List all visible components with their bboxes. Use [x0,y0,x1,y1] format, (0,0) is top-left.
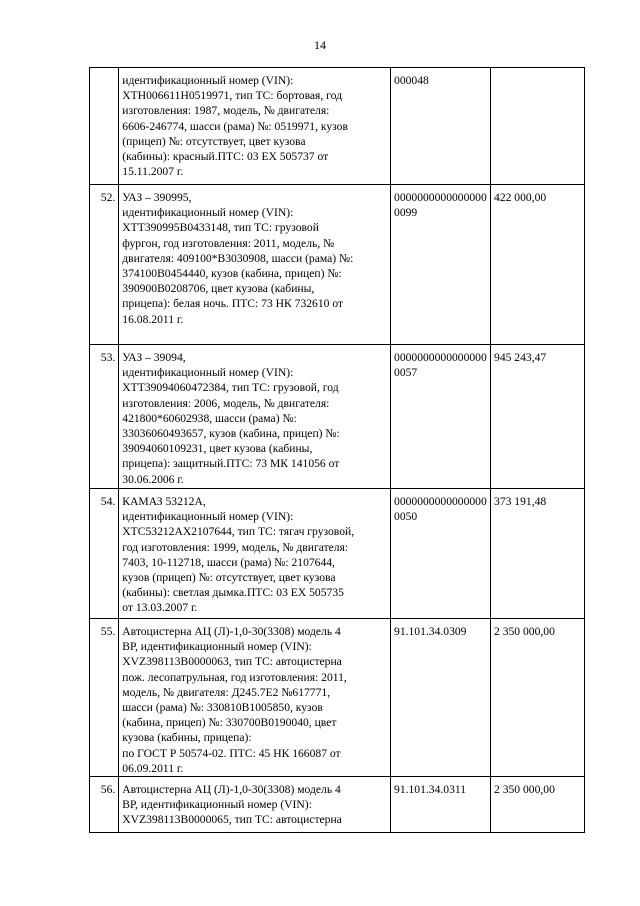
description-line: КАМАЗ 53212А, [122,495,206,508]
price-value: 945 243,47 [491,345,585,489]
table-row [90,68,585,185]
price-value: 2 350 000,00 [491,777,585,833]
table-row [90,489,585,619]
table-row [90,345,585,489]
row-number: 52. [90,185,119,345]
description-line: пож. лесопатрульная, год изготовления: 2011, [122,670,347,684]
description-line: (прицеп) №: отсутствует, цвет кузова [122,134,306,148]
inventory-code: 91.101.34.0309 [391,619,491,777]
description-line: 6606-246774, шасси (рама) №: 0519971, кузов [122,119,348,133]
description-line: двигателя: 409100*В3030908, шасси (рама) №: [122,251,354,265]
description-line: XTT390995B0433148, тип ТС: грузовой [122,221,319,235]
description-line: 33036060493657, кузов (кабина, прицеп) №: [122,427,340,441]
description-line: 16.08.2011 г. [122,312,184,326]
description-line: 30.06.2006 г. [122,472,184,486]
description-line: 374100B0454440, кузов (кабина, прицеп) №: [122,267,342,281]
price-value: 373 191,48 [491,489,585,619]
description-line: Автоцистерна АЦ (Л)-1,0-30(3308) модель 4 [122,783,341,797]
description-line: от 13.03.2007 г. [122,601,198,615]
table-row [90,777,585,833]
description-line: XVZ398113B0000065, тип ТС: автоцистерна [122,813,342,827]
table-row [90,185,585,345]
inventory-code: 91.101.34.0311 [391,777,491,833]
description-line: 390900B0208706, цвет кузова (кабины, [122,282,315,296]
description-line: год изготовления: 1999, модель, № двигателя: [122,540,349,554]
description-line: XTT39094060472384, тип ТС: грузовой, год [122,381,339,395]
description-line: УАЗ – 390995, [122,191,192,204]
description-line: 7403, 10-112718, шасси (рама) №: 2107644, [122,555,335,569]
description-line: фургон, год изготовления: 2011, модель, № [122,236,335,250]
description-line: ВР, идентификационный номер (VIN): [122,640,312,654]
table-row [90,619,585,777]
description-line: идентификационный номер (VIN): [122,206,294,220]
description-line: по ГОСТ Р 50574-02. ПТС: 45 НК 166087 от [122,746,341,760]
vehicle-description [119,619,391,777]
description-line: прицепа): защитный.ПТС: 73 МК 141056 от [122,457,340,471]
description-line: 421800*60602938, шасси (рама) №: [122,411,297,425]
row-number: 55. [90,619,119,777]
description-line: XVZ398113B0000063, тип ТС: автоцистерна [122,655,342,669]
row-number: 53. [90,345,119,489]
description-line: прицепа): белая ночь. ПТС: 73 НК 732610 от [122,297,344,311]
row-number [90,68,119,185]
description-line: (кабины): светлая дымка.ПТС: 03 ЕХ 505735 [122,586,344,600]
description-line: идентификационный номер (VIN): [122,366,294,380]
description-line: (кабины): красный.ПТС: 03 ЕХ 505737 от [122,150,329,164]
description-line: 39094060109231, цвет кузова (кабины, [122,442,313,456]
price-value: 2 350 000,00 [491,619,585,777]
description-line: идентификационный номер (VIN): [122,510,294,524]
page-number: 14 [314,38,326,52]
inventory-code: 00000000000000000057 [391,345,491,489]
description-line: кузова (кабины, прицепа): [122,731,252,745]
row-number: 54. [90,489,119,619]
vehicle-description [119,345,391,489]
description-line: 15.11.2007 г. [122,165,184,179]
description-line: Автоцистерна АЦ (Л)-1,0-30(3308) модель 4 [122,625,341,638]
description-line: XTC53212AX2107644, тип ТС: тягач грузовой, [122,525,355,539]
vehicle-description [119,777,391,833]
description-line: XTH006611H0519971, тип ТС: бортовая, год [122,89,342,103]
vehicle-description [119,68,391,185]
vehicle-description [119,185,391,345]
description-line: 06.09.2011 г. [122,761,184,775]
description-line: идентификационный номер (VIN): [122,74,294,87]
description-line: кузов (прицеп) №: отсутствует, цвет кузова [122,571,336,585]
description-line: (кабина, прицеп) №: 330700B0190040, цвет [122,716,337,730]
description-line: УАЗ – 39094, [122,351,186,364]
description-line: модель, № двигателя: Д245.7Е2 №617771, [122,685,331,699]
inventory-code: 000048 [391,68,491,185]
vehicle-description [119,489,391,619]
inventory-code: 00000000000000000099 [391,185,491,345]
inventory-code: 00000000000000000050 [391,489,491,619]
description-line: ВР, идентификационный номер (VIN): [122,798,312,812]
price-value: 422 000,00 [491,185,585,345]
description-line: шасси (рама) №: 330810B1005850, кузов [122,701,323,715]
price-value [491,68,585,185]
vehicle-registry-table [89,67,585,833]
description-line: изготовления: 2006, модель, № двигателя: [122,396,330,410]
row-number: 56. [90,777,119,833]
description-line: изготовления: 1987, модель, № двигателя: [122,104,330,118]
